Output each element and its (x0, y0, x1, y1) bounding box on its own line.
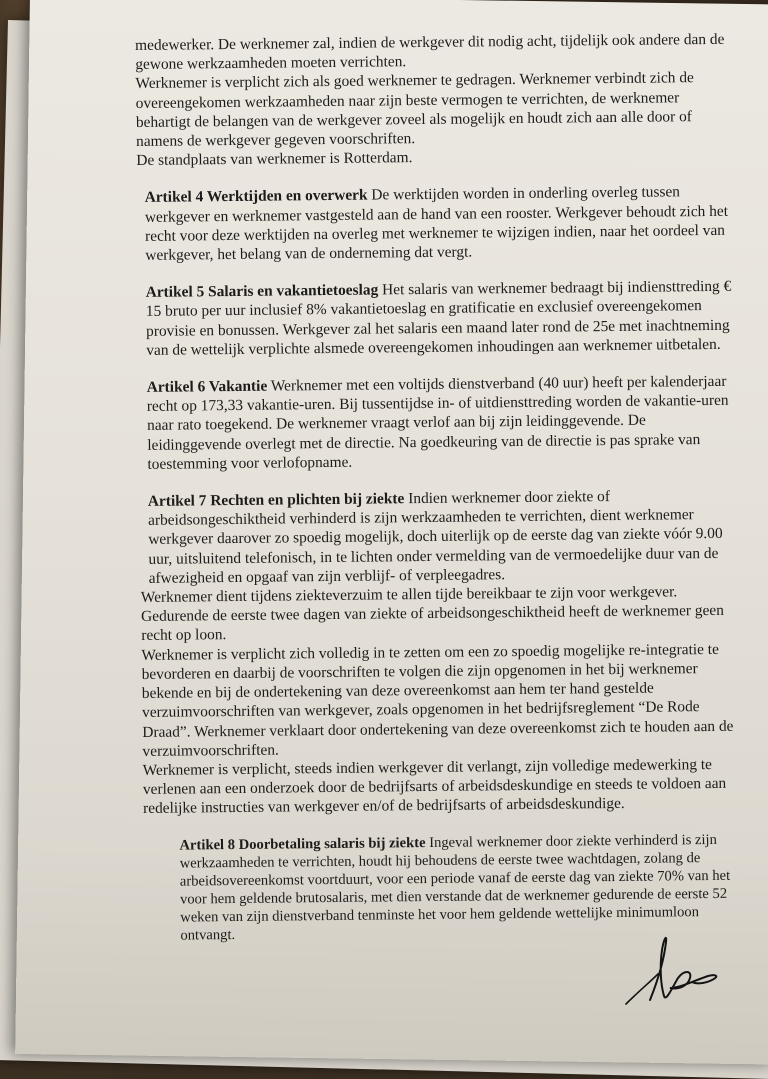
article-7-paragraph-4: Werknemer is verplicht, steeds indien werkgever dit verlangt, zijn volledige medewerking te verlenen aan een onderzoek door de bedrijfsarts of arbeidsdeskundige en steeds te voldoen aan redelijke instructies van werkgever en/of de bedrijfsarts of arbeidsdeskundige. (142, 755, 727, 818)
article-7-paragraph-2: Werknemer dient tijdens ziekteverzuim te allen tijde bereikbaar te zijn voor werkgever. Gedurende de eerste twee dagen van ziekte of arbeidsongeschiktheid heeft de werknemer geen recht op loon. (140, 583, 725, 645)
article-6-body: Werknemer met een voltijds dienstverband (40 uur) heeft per kalenderjaar recht op 173,33 vakantie-uren. Bij tussentijdse in- of uitdiensttreding worden de vakantie-uren naar rato toegekend. De werknemer vraagt verlof aan bij zijn leidinggevende. De leidinggevende overlegt met de directie. Na goedkeuring van de directie is pas sprake van toestemming voor verlofopname. (146, 372, 729, 473)
intro-paragraph-1: medewerker. De werknemer zal, indien de werkgever dit nodig acht, tijdelijk ook andere dan de gewone werkzaamheden moeten verrichten. (135, 30, 725, 74)
article-8-heading: Artikel 8 Doorbetaling salaris bij ziekte (179, 834, 426, 854)
intro-paragraph-2: Werknemer is verplicht zich als goed werknemer te gedragen. Werknemer verbindt zich de overeengekomen werkzaamheden naar zijn beste vermogen te verrichten, de werknemer behartigt de belangen van de werkgever zoveel als mogelijk en houdt zich aan alle door of namens de werkgever gegeven voorschriften. (135, 69, 694, 151)
article-7 (140, 486, 743, 819)
article-8-body: Ingeval werknemer door ziekte verhinderd is zijn werkzaamheden te verrichten, houdt hij behoudens de eerste twee wachtdagen, zolang de arbeidsovereenkomst voortduurt, voor een periode vanaf de eerste dag van ziekte 70% van het voor hem geldende brutosalaris, met dien verstande dat de werknemer gedurende de eerste 52 weken van zijn dienstverband tenminste het voor hem geldende wettelijke minimumloon ontvangt. (179, 831, 731, 944)
article-4 (137, 182, 738, 265)
article-7-paragraph-3: Werknemer is verplicht zich volledig in te zetten om een zo spoedig mogelijke re-integratie te bevorderen en daarbij de voorschriften te volgen die zijn opgenomen in het bij werknemer bekende en bij de ondertekening van deze overeenkomst aan hem ter hand gestelde verzuimvoorschriften van werkgever, zoals opgenomen in het bedrijfsreglement “De Rode Draad”. Werknemer verklaart door ondertekening van deze overeenkomst zich te houden aan de verzuimvoorschriften. (141, 640, 734, 760)
signature-icon (620, 930, 730, 1010)
article-5-heading: Artikel 5 Salaris en vakantietoeslag (145, 281, 379, 302)
article-7-heading: Artikel 7 Rechten en plichten bij ziekte (147, 490, 405, 510)
article-5-body: Het salaris van werknemer bedraagt bij indiensttreding € 15 bruto per uur inclusief 8% vakantietoeslag en gratificatie en exclusief overeengekomen provisie en bonussen. Werkgever zal het salaris een maand later rond de 25e met inachtneming van de wettelijk verplichte alsmede overeengekomen inhoudingen aan werknemer uitbetalen. (145, 278, 732, 359)
article-6 (139, 372, 740, 474)
article-7-body: Indien werknemer door ziekte of arbeidsongeschiktheid verhinderd is zijn werkzaamheden te verrichten, dient werknemer werkgever daarover zo spoedig mogelijk, doch uiterlijk op de eerste dag van ziekte vóór 9.00 uur, uitsluitend telefonisch, in te lichten onder vermelding van de vermoedelijke duur van de afwezigheid en opgaaf van zijn verblijf- of verpleegadres. (147, 488, 723, 587)
article-6-heading: Artikel 6 Vakantie (146, 377, 268, 396)
page-text (135, 30, 744, 945)
article-8 (143, 830, 744, 944)
article-4-body: De werktijden worden in onderling overleg tussen werkgever en werknemer vastgesteld aan de hand van een rooster. Werkgever behoudt zich het recht voor deze werktijden na overleg met werknemer te wijzigen indien, naar het oordeel van werkgever, het belang van de onderneming dat vergt. (144, 183, 729, 264)
intro-paragraph-3: De standplaats van werknemer is Rotterdam. (136, 149, 413, 170)
article-5 (138, 277, 739, 360)
article-4-heading: Artikel 4 Werktijden en overwerk (144, 186, 368, 207)
